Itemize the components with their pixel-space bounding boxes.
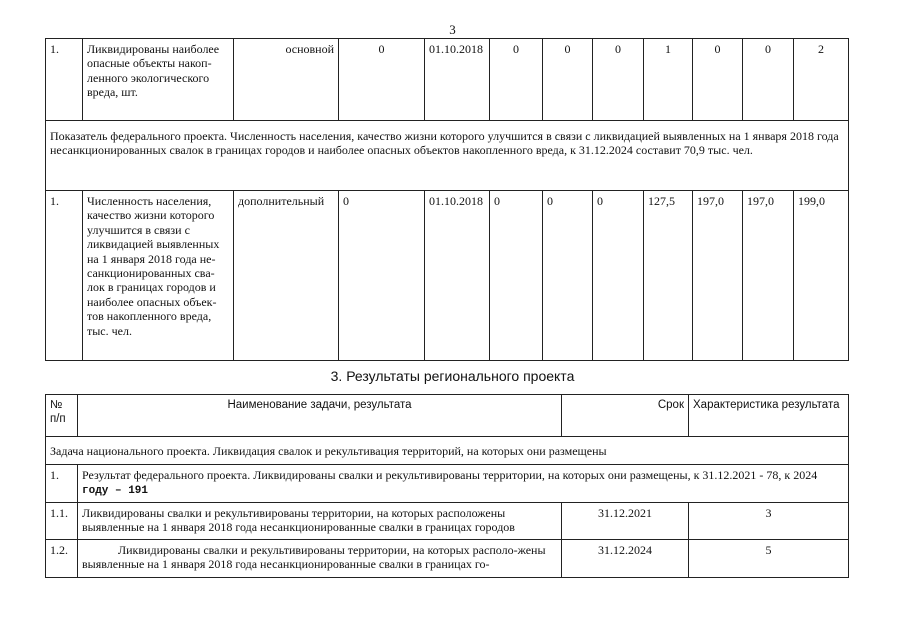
indicator-type: дополнительный <box>234 191 339 361</box>
section-title: 3. Результаты регионального проекта <box>330 368 575 384</box>
value-2022: 1 <box>644 39 693 121</box>
table-header-row <box>46 395 849 437</box>
table-row <box>46 465 849 503</box>
row-number: 1.1. <box>46 502 78 539</box>
national-task-text: Задача национального проекта. Ликвидация свалок и рекультивация территорий, на которых они размещены <box>46 437 849 465</box>
indicator-name: Численность населения, качество жизни которого улучшится в связи с ликвидацией выявленных на 1 января 2018 года не-санкционированных сва-лок в границах городов и наиболее опасных объек-тов накопленного вреда, тыс. чел. <box>83 191 234 361</box>
handwritten-annotation: году – 191 <box>82 485 149 498</box>
base-date: 01.10.2018 <box>425 39 490 121</box>
table-row <box>46 539 849 577</box>
base-value: 0 <box>339 39 425 121</box>
value-2023: 0 <box>693 39 743 121</box>
table-row <box>46 39 849 121</box>
result-characteristic: 3 <box>689 502 849 539</box>
table-row <box>46 191 849 361</box>
result-characteristic: 5 <box>689 539 849 577</box>
value-2023: 197,0 <box>693 191 743 361</box>
value-2019: 0 <box>490 191 543 361</box>
base-value: 0 <box>339 191 425 361</box>
base-date: 01.10.2018 <box>425 191 490 361</box>
value-2020: 0 <box>543 39 593 121</box>
table-row <box>46 437 849 465</box>
page-number: 3 <box>449 22 456 37</box>
results-table <box>45 394 849 578</box>
federal-indicator-text: Показатель федерального проекта. Численность населения, качество жизни которого улучшится в связи с ликвидацией выявленных на 1 января 2018 года несанкционированных свалок в границах городов и наиболее опасных объектов накопленного вреда, к 31.12.2024 составит 70,9 тыс. чел. <box>46 121 849 191</box>
value-2019: 0 <box>490 39 543 121</box>
indicators-table <box>45 38 849 361</box>
value-2025: 199,0 <box>794 191 849 361</box>
row-number: 1. <box>46 191 83 361</box>
header-number: № п/п <box>46 395 78 437</box>
value-2021: 0 <box>593 39 644 121</box>
value-2024: 0 <box>743 39 794 121</box>
value-2025: 2 <box>794 39 849 121</box>
federal-result-text: Результат федерального проекта. Ликвидированы свалки и рекультивированы территории, на которых они размещены, к 31.12.2021 - 78, к 2024 <box>82 468 818 482</box>
result-term: 31.12.2021 <box>562 502 689 539</box>
header-characteristic: Характеристика результата <box>689 395 849 437</box>
row-number: 1. <box>46 39 83 121</box>
value-2022: 127,5 <box>644 191 693 361</box>
indicator-name: Ликвидированы наиболее опасные объекты накоп-ленного экологического вреда, шт. <box>83 39 234 121</box>
value-2024: 197,0 <box>743 191 794 361</box>
value-2020: 0 <box>543 191 593 361</box>
federal-result <box>78 465 849 503</box>
table-row <box>46 121 849 191</box>
header-term: Срок <box>562 395 689 437</box>
value-2021: 0 <box>593 191 644 361</box>
indicator-type: основной <box>234 39 339 121</box>
result-name: Ликвидированы свалки и рекультивированы территории, на которых расположены выявленные на 1 января 2018 года несанкционированные свалки в границах городов <box>78 502 562 539</box>
row-number: 1. <box>46 465 78 503</box>
row-number: 1.2. <box>46 539 78 577</box>
result-term: 31.12.2024 <box>562 539 689 577</box>
result-name: Ликвидированы свалки и рекультивированы территории, на которых располо-жены выявленные на 1 января 2018 года несанкционированные свалки в границах го- <box>78 539 562 577</box>
header-name: Наименование задачи, результата <box>78 395 562 437</box>
table-row <box>46 502 849 539</box>
